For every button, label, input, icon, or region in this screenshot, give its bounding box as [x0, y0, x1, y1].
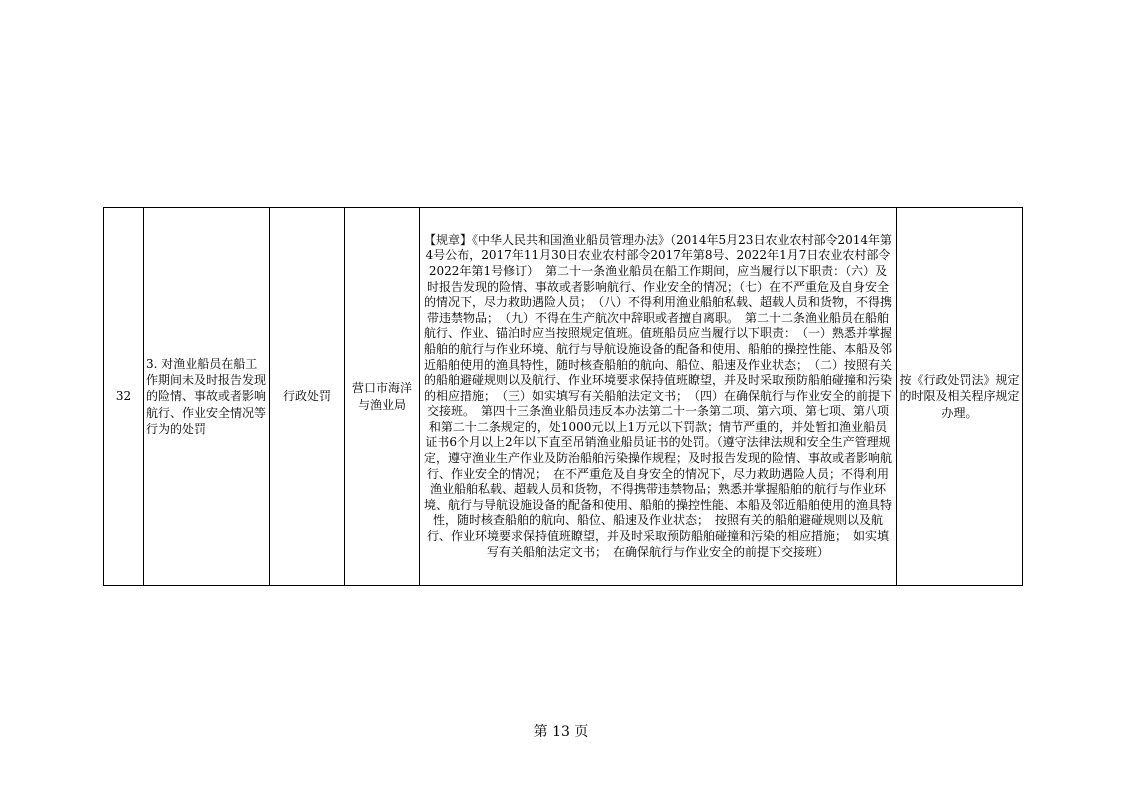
category-cell: 行政处罚: [270, 208, 345, 586]
authority-cell: 营口市海洋与渔业局: [345, 208, 420, 586]
regulation-table: [103, 207, 1023, 586]
row-number-cell: 32: [104, 208, 144, 586]
procedure-cell: 按《行政处罚法》规定的时限及相关程序规定办理。: [897, 208, 1023, 586]
page-number: 第 13 页: [533, 724, 589, 740]
item-name-cell: 3. 对渔业船员在船工作期间未及时报告发现的险情、事故或者影响航行、作业安全情况等行为的处罚: [144, 208, 270, 586]
legal-basis-cell: 【规章】《中华人民共和国渔业船员管理办法》（2014年5月23日农业农村部令2014年第4号公布，2017年11月30日农业农村部令2017年第8号、2022年1月7日农业农村部令2022年第1号修订） 第二十一条渔业船员在船工作期间，应当履行以下职责：（六）及时报告发现的险情、事故或者影响航行、作业安全的情况；（七）在不严重危及自身安全的情况下，尽力救助遇险人员； （八）不得利用渔业船舶私载、超载人员和货物，不得携带违禁物品； （九）不得在生产航次中辞职或者擅自离职。 第二十二条渔业船员在船舶航行、作业、锚泊时应当按照规定值班。值班船员应当履行以下职责： （一）熟悉并掌握船舶的航行与作业环境、航行与导航设施设备的配备和使用、船舶的操控性能、本船及邻近船舶使用的渔具特性，随时核查船舶的航向、船位、船速及作业状态； （二）按照有关的船舶避碰规则以及航行、作业环境要求保持值班瞭望，并及时采取预防船舶碰撞和污染的相应措施； （三）如实填写有关船舶法定文书； （四）在确保航行与作业安全的前提下交接班。 第四十三条渔业船员违反本办法第二十一条第二项、第六项、第七项、第八项和第二十二条规定的，处1000元以上1万元以下罚款；情节严重的，并处暂扣渔业船员证书6个月以上2年以下直至吊销渔业船员证书的处罚。（遵守法律法规和安全生产管理规定，遵守渔业生产作业及防治船舶污染操作规程；及时报告发现的险情、事故或者影响航行、作业安全的情况； 在不严重危及自身安全的情况下，尽力救助遇险人员；不得利用渔业船舶私载、超载人员和货物，不得携带违禁物品；熟悉并掌握船舶的航行与作业环境、航行与导航设施设备的配备和使用、船舶的操控性能、本船及邻近船舶使用的渔具特性，随时核查船舶的航向、船位、船速及作业状态； 按照有关的船舶避碰规则以及航行、作业环境要求保持值班瞭望，并及时采取预防船舶碰撞和污染的相应措施； 如实填写有关船舶法定文书； 在确保航行与作业安全的前提下交接班）: [420, 208, 897, 586]
table-row: [104, 208, 1023, 586]
